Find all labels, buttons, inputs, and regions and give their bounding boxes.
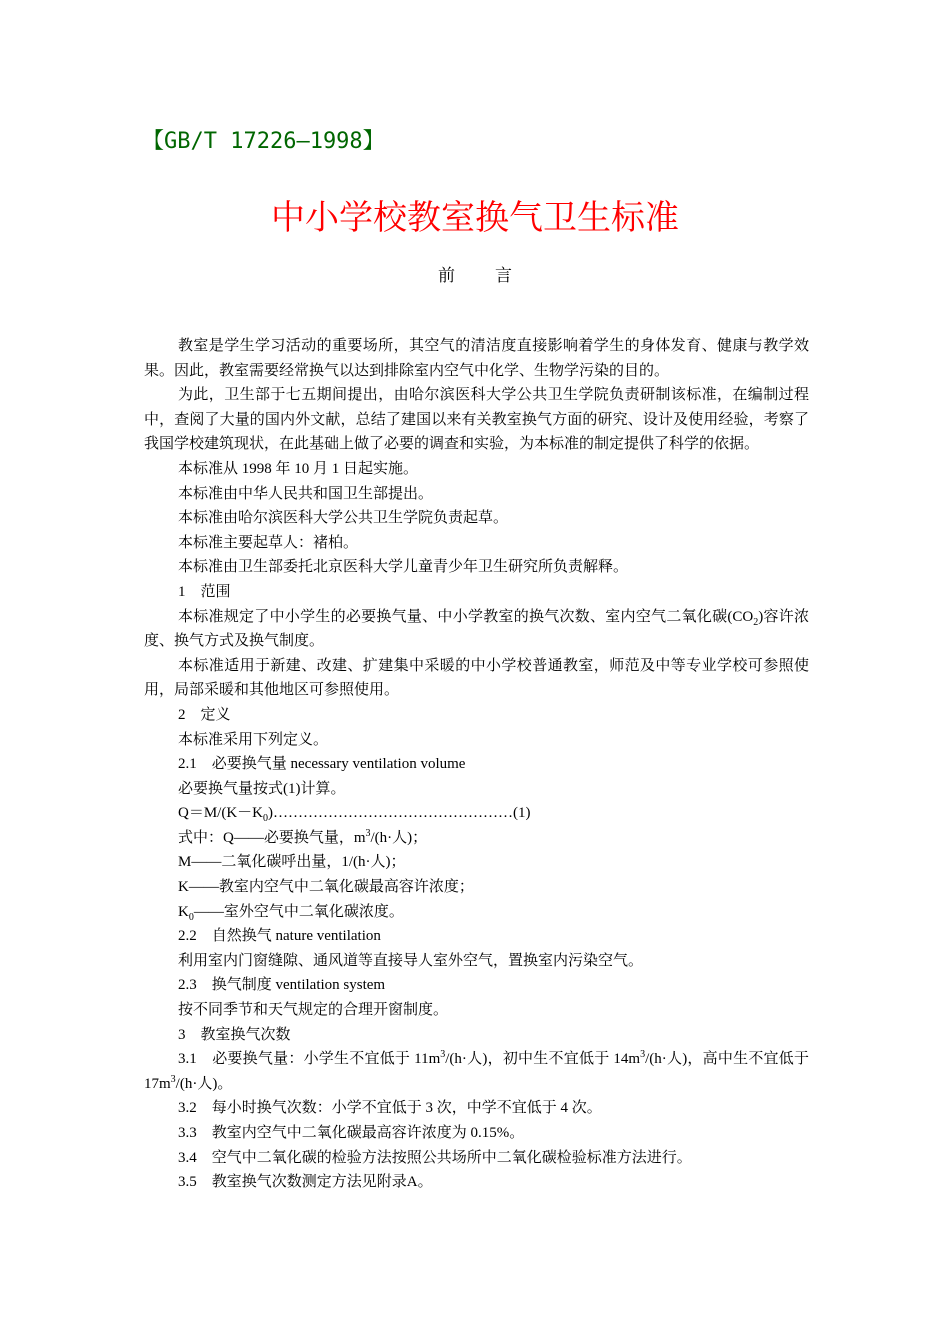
paragraph: 必要换气量按式(1)计算。 — [178, 780, 346, 797]
standard-code: 【GB/T 17226—1998】 — [142, 129, 385, 154]
paragraph: 本标准主要起草人：褚柏。 — [178, 534, 359, 551]
paragraph: 本标准从 1998 年 10 月 1 日起实施。 — [178, 460, 419, 477]
paragraph: 教室是学生学习活动的重要场所，其空气的清洁度直接影响着学生的身体发育、健康与教学效果。因此，教室需要经常换气以达到排除室内空气中化学、生物学污染的目的。 — [144, 338, 809, 379]
text-segment: Q＝M/(K－K — [178, 805, 263, 822]
subsection-heading: 2.2 自然换气 nature ventilation — [178, 928, 381, 945]
paragraph: 为此，卫生部于七五期间提出，由哈尔滨医科大学公共卫生学院负责研制该标准，在编制过程中，查阅了大量的国内外文献，总结了建国以来有关教室换气方面的研究、设计及使用经验，考察了我国学校建筑现状，在此基础上做了必要的调查和实验，为本标准的制定提供了科学的依据。 — [144, 387, 809, 453]
paragraph: 本标准由卫生部委托北京医科大学儿童青少年卫生研究所负责解释。 — [178, 559, 629, 576]
paragraph: 3.5 教室换气次数测定方法见附录A。 — [178, 1174, 433, 1191]
paragraph: 本标准适用于新建、改建、扩建集中采暖的中小学校普通教室，师范及中等专业学校可参照使用，局部采暖和其他地区可参照使用。 — [144, 657, 809, 699]
document-body — [144, 334, 809, 1195]
text-segment: /(h·人)。 — [175, 1075, 233, 1092]
subscript: 0 — [263, 813, 268, 825]
paragraph: 本标准采用下列定义。 — [178, 731, 329, 748]
superscript: 3 — [640, 1049, 646, 1061]
subscript: 0 — [188, 911, 194, 923]
text-segment: 3.1 必要换气量：小学生不宜低于 11m — [178, 1051, 441, 1068]
formula-legend: M——二氧化碳呼出量，1/(h·人)； — [178, 854, 406, 871]
formula-legend — [144, 900, 809, 925]
section-heading: 2 定义 — [178, 706, 231, 723]
text-segment: /(h·人)，高中生不宜低于 17m — [144, 1051, 810, 1092]
paragraph: 3.4 空气中二氧化碳的检验方法按照公共场所中二氧化碳检验标准方法进行。 — [178, 1149, 692, 1166]
text-segment: )容许浓度、换气方式及换气制度。 — [144, 608, 809, 650]
text-segment: ——室外空气中二氧化碳浓度。 — [193, 903, 404, 920]
subsection-heading: 2.3 换气制度 ventilation system — [178, 977, 386, 994]
superscript: 3 — [170, 1073, 176, 1085]
formula — [144, 801, 809, 826]
paragraph: 3.2 每小时换气次数：小学不宜低于 3 次，中学不宜低于 4 次。 — [178, 1100, 602, 1117]
paragraph: 按不同季节和天气规定的合理开窗制度。 — [178, 1002, 449, 1019]
section-heading: 3 教室换气次数 — [178, 1026, 291, 1043]
text-segment: /(h·人)； — [370, 829, 428, 846]
subsection-heading: 2.1 必要换气量 necessary ventilation volume — [178, 756, 466, 773]
preface-heading: 前言 — [438, 266, 552, 286]
text-segment: /(h·人)，初中生不宜低于 14m — [445, 1051, 641, 1068]
text-segment: K — [178, 903, 189, 920]
text-segment: )…………………………………………(1) — [268, 805, 531, 822]
superscript: 3 — [440, 1049, 446, 1061]
paragraph: 利用室内门窗缝隙、通风道等直接导人室外空气，置换室内污染空气。 — [178, 952, 644, 969]
subscript: 2 — [753, 616, 759, 628]
paragraph — [144, 1047, 809, 1096]
paragraph: 本标准由中华人民共和国卫生部提出。 — [178, 485, 434, 502]
formula-legend: K——教室内空气中二氧化碳最高容许浓度； — [178, 879, 474, 896]
section-heading: 1 范围 — [178, 583, 231, 600]
paragraph — [144, 605, 809, 654]
paragraph: 本标准由哈尔滨医科大学公共卫生学院负责起草。 — [178, 510, 509, 527]
text-segment: 本标准规定了中小学生的必要换气量、中小学教室的换气次数、室内空气二氧化碳(CO — [178, 608, 754, 625]
text-segment: 式中：Q——必要换气量，m — [178, 829, 366, 846]
formula-legend — [144, 826, 809, 851]
document-title: 中小学校教室换气卫生标准 — [271, 198, 679, 238]
superscript: 3 — [365, 827, 371, 839]
paragraph: 3.3 教室内空气中二氧化碳最高容许浓度为 0.15%。 — [178, 1125, 525, 1141]
